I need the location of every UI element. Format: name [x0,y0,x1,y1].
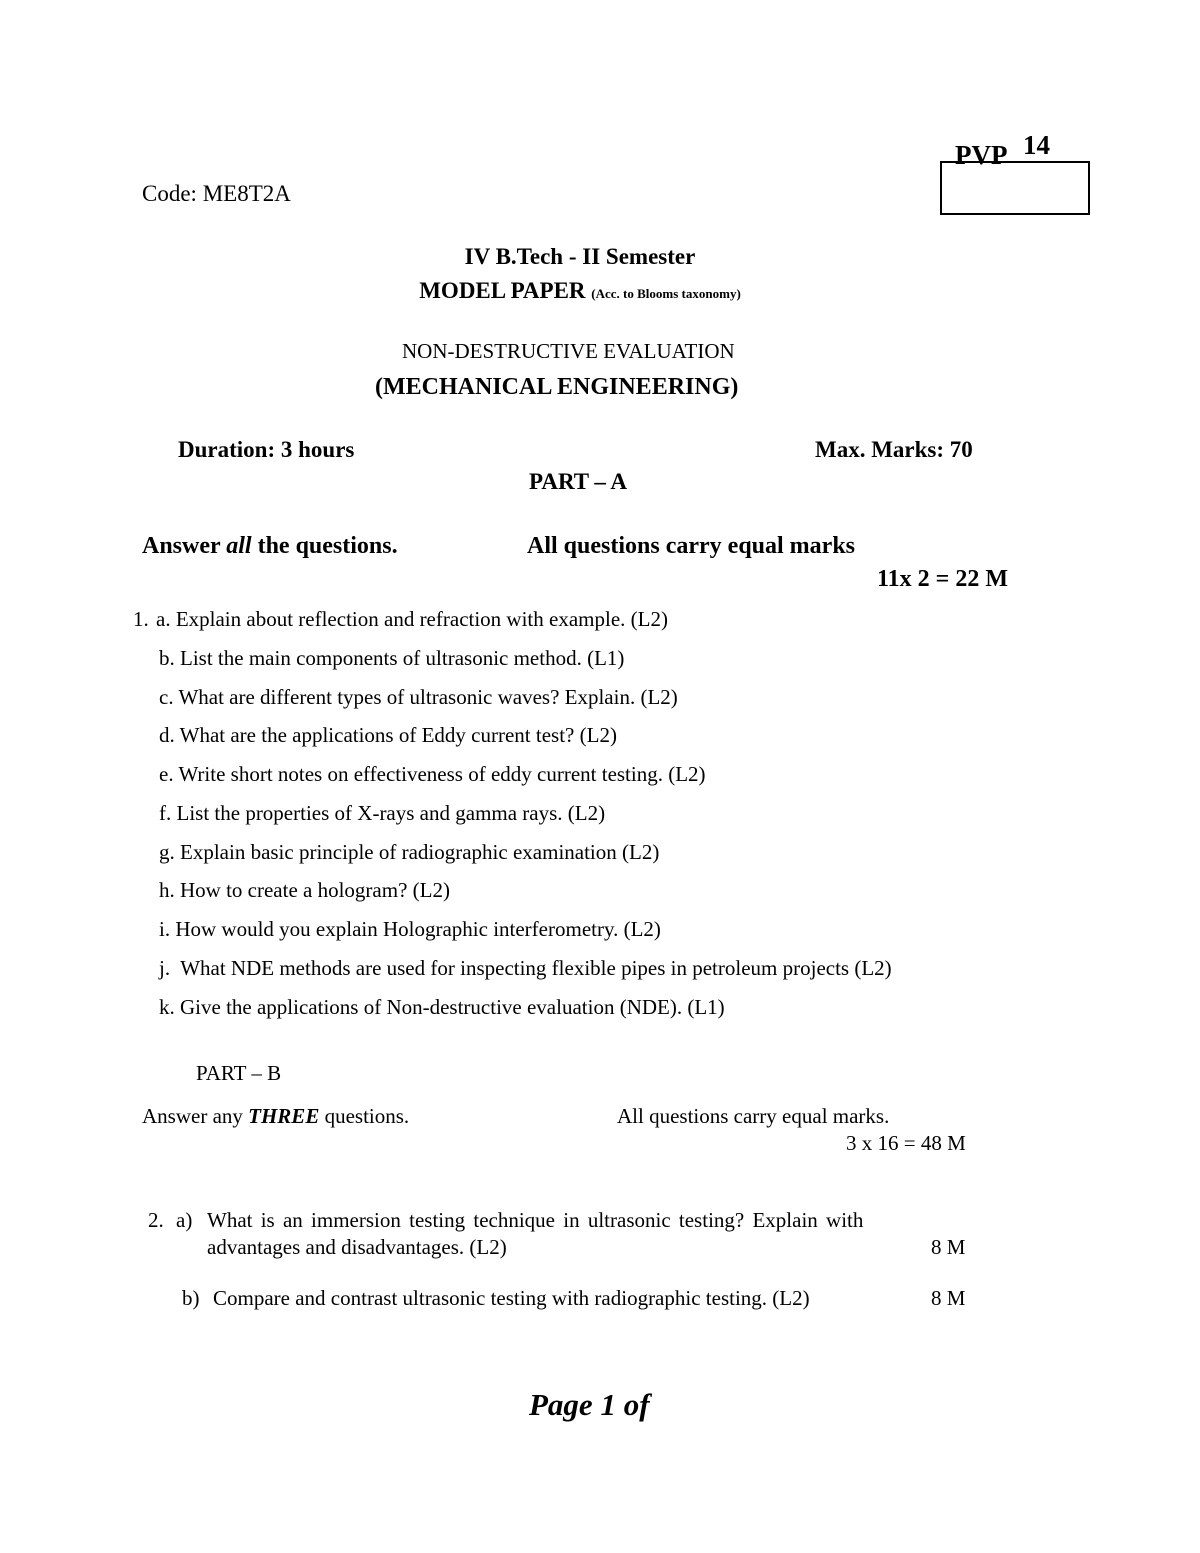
question-1c: c. What are different types of ultrasonic waves? Explain. (L2) [159,685,678,709]
pvp-number: 14 [1023,130,1050,160]
subject-title: NON-DESTRUCTIVE EVALUATION [402,339,735,363]
question-1f: f. List the properties of X-rays and gamma rays. (L2) [159,801,606,825]
question-2b: Compare and contrast ultrasonic testing with radiographic testing. (L2) [213,1286,810,1310]
question-number-1: 1. [133,607,149,631]
question-1e: e. Write short notes on effectiveness of eddy current testing. (L2) [159,762,706,786]
question-1d: d. What are the applications of Eddy current test? (L2) [159,723,617,747]
question-2b-marks: 8 M [931,1286,966,1310]
paper-note: (Acc. to Blooms taxonomy) [591,286,741,301]
part-a-equal-marks: All questions carry equal marks [527,533,856,559]
part-a-marks-scheme: 11x 2 = 22 M [877,566,1009,592]
part-b-title: PART – B [196,1061,282,1085]
part-a-title: PART – A [529,469,628,494]
question-1b: b. List the main components of ultrasonic method. (L1) [159,646,625,670]
question-2a-marks: 8 M [931,1235,966,1259]
part-a-instruction: Answer all the questions. [142,533,398,559]
question-2a-label: a) [176,1208,193,1232]
part-b-marks-scheme: 3 x 16 = 48 M [846,1131,966,1155]
question-number-2: 2. [148,1208,164,1232]
question-1h: h. How to create a hologram? (L2) [159,878,450,902]
question-2a-line2: advantages and disadvantages. (L2) [207,1235,507,1259]
course-code: Code: ME8T2A [142,181,291,206]
max-marks: Max. Marks: 70 [815,437,973,462]
part-a-instruction-emphasis: all [226,533,252,559]
question-1a: a. Explain about reflection and refraction with example. (L2) [156,607,668,631]
paper-type-line [0,278,1160,304]
part-b-instruction: Answer any THREE questions. [142,1104,410,1128]
part-b-instruction-emphasis: THREE [248,1104,320,1128]
question-2a-line1: What is an immersion testing technique in ultrasonic testing? Explain with [207,1208,864,1232]
program-title: IV B.Tech - II Semester [464,244,696,269]
question-1k: k. Give the applications of Non-destructive evaluation (NDE). (L1) [159,995,725,1019]
question-1j: j. What NDE methods are used for inspecting flexible pipes in petroleum projects (L2) [159,956,892,980]
part-b-equal-marks: All questions carry equal marks. [617,1104,890,1128]
branch-title: (MECHANICAL ENGINEERING) [375,374,739,400]
pvp-label: PVP [955,140,1008,170]
duration: Duration: 3 hours [178,437,355,462]
question-1i: i. How would you explain Holographic interferometry. (L2) [159,917,661,941]
question-2b-label: b) [182,1286,200,1310]
question-1g: g. Explain basic principle of radiographic examination (L2) [159,840,660,864]
page-footer: Page 1 of [529,1387,650,1422]
paper-type: MODEL PAPER [419,278,586,303]
